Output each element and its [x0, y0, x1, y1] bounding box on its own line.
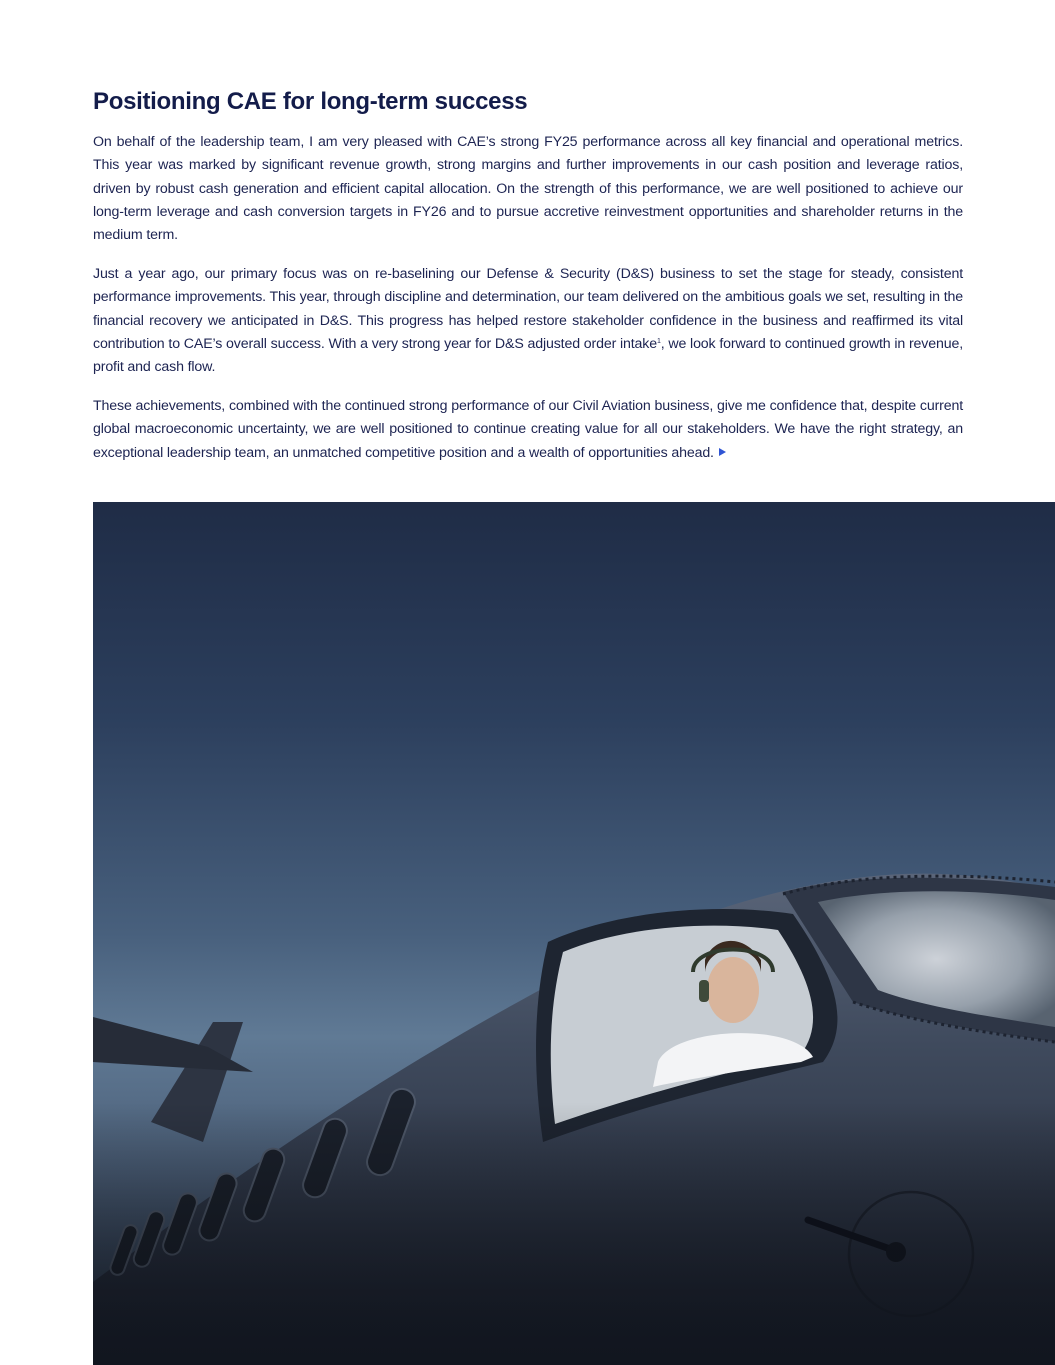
play-triangle-icon [719, 448, 726, 456]
paragraph-2 [93, 263, 963, 379]
aircraft-illustration [93, 502, 1055, 1365]
paragraph-1: On behalf of the leadership team, I am very pleased with CAE’s strong FY25 performance across all key financial and operational metrics. This year was marked by significant revenue growth, strong margins and further improvements in our cash position and leverage ratios, driven by robust cash generation and efficient capital allocation. On the strength of this performance, we are well positioned to achieve our long-term leverage and cash conversion targets in FY26 and to pursue accretive reinvestment opportunities and shareholder returns in the medium term. [93, 134, 963, 244]
pilot-cockpit-photo [93, 502, 1055, 1365]
paragraph-2-text-end: , we look forward to continued growth in revenue, profit and cash flow. [93, 335, 963, 376]
footnote-marker: 1 [656, 337, 661, 345]
letter-section [93, 86, 963, 480]
paragraph-3-text: These achievements, combined with the continued strong performance of our Civil Aviation business, give me confidence that, despite current global macroeconomic uncertainty, we are well positioned to continue creating value for all our stakeholders. We have the right strategy, an exceptional leadership team, an unmatched competitive position and a wealth of opportunities ahead. [93, 397, 963, 461]
section-heading: Positioning CAE for long-term success [93, 88, 528, 115]
paragraph-3 [93, 395, 963, 465]
paragraph-2-text: Just a year ago, our primary focus was on re-baselining our Defense & Security (D&S) business to set the stage for steady, consistent performance improvements. This year, through discipline and determination, our team delivered on the ambitious goals we set, resulting in the financial recovery we anticipated in D&S. This progress has helped restore stakeholder confidence in the business and reaffirmed its vital contribution to CAE’s overall success. With a very strong year for D&S adjusted order intake [93, 265, 963, 352]
